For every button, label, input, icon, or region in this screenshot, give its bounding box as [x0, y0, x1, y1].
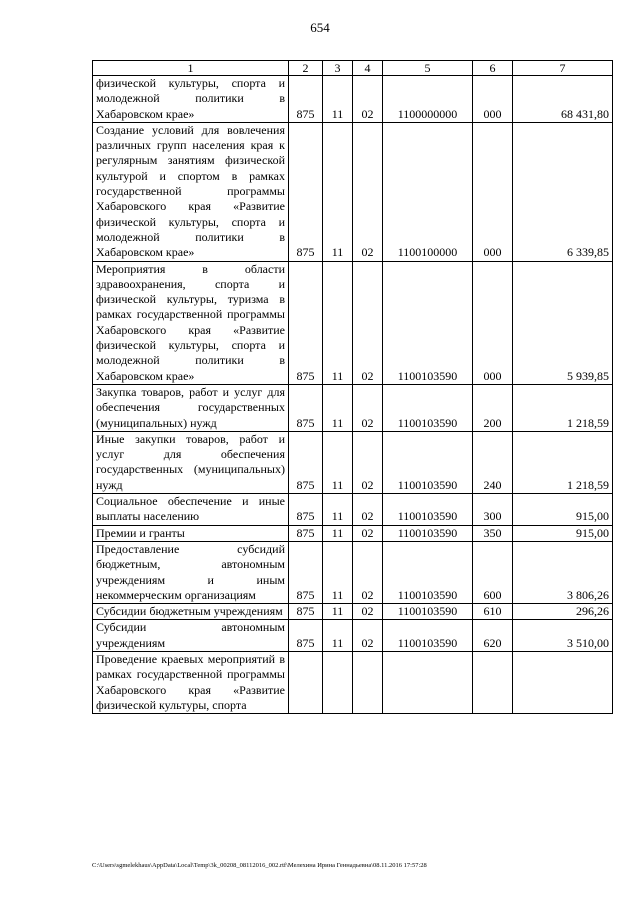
table-row: [93, 494, 613, 526]
row-code-5: 1100103590: [383, 261, 473, 384]
row-code-4: 02: [353, 431, 383, 493]
row-code-4: 02: [353, 525, 383, 541]
table-row: [93, 620, 613, 652]
table-row: [93, 122, 613, 261]
row-code-4: 02: [353, 604, 383, 620]
column-header-6: 6: [473, 61, 513, 76]
column-header-1: 1: [93, 61, 289, 76]
row-code-3: 11: [323, 494, 353, 526]
row-name: Мероприятия в области здравоохранения, спорта и физической культуры, туризма в рамках государственной программы Хабаровского края «Развитие физической культуры, спорта и молодежной политики в Хабаровском крае»: [93, 261, 289, 384]
row-code-5: 1100000000: [383, 76, 473, 123]
row-amount: 3 806,26: [513, 541, 613, 603]
row-code-6: 620: [473, 620, 513, 652]
row-code-3: 11: [323, 76, 353, 123]
file-path-footer: C:\Users\sgmelekhaus\AppData\Local\Temp\3k_00208_08112016_002.rtf\Мелехина Ирина Геннадьевна\08.11.2016 17:57:28: [92, 862, 427, 869]
column-header-3: 3: [323, 61, 353, 76]
row-name: Создание условий для вовлечения различных групп населения края к регулярным занятиям физической культурой и спортом в рамках государственной программы Хабаровского края «Развитие физической культуры, спорта и молодежной политики в Хабаровском крае»: [93, 122, 289, 261]
row-code-4: 02: [353, 261, 383, 384]
table-row: [93, 541, 613, 603]
row-code-5: 1100103590: [383, 494, 473, 526]
row-amount: 296,26: [513, 604, 613, 620]
row-code-2: 875: [289, 261, 323, 384]
row-code-6: 350: [473, 525, 513, 541]
row-code-4: 02: [353, 620, 383, 652]
table-row: [93, 431, 613, 493]
row-code-2: 875: [289, 122, 323, 261]
row-code-2: 875: [289, 76, 323, 123]
row-name: Субсидии бюджетным учреждениям: [93, 604, 289, 620]
row-code-5: 1100103590: [383, 384, 473, 431]
page-number: 654: [310, 20, 330, 35]
row-code-5: 1100103590: [383, 620, 473, 652]
table-row: [93, 76, 613, 123]
row-code-6: 610: [473, 604, 513, 620]
header-row: [93, 61, 613, 76]
row-code-4: [353, 651, 383, 713]
row-name: Социальное обеспечение и иные выплаты населению: [93, 494, 289, 526]
row-code-6: 000: [473, 122, 513, 261]
column-header-7: 7: [513, 61, 613, 76]
row-code-2: 875: [289, 431, 323, 493]
row-name: Проведение краевых мероприятий в рамках государственной программы Хабаровского края «Развитие физической культуры, спорта: [93, 651, 289, 713]
row-amount: 5 939,85: [513, 261, 613, 384]
row-code-3: 11: [323, 620, 353, 652]
row-code-6: 000: [473, 261, 513, 384]
row-name: физической культуры, спорта и молодежной политики в Хабаровском крае»: [93, 76, 289, 123]
row-code-3: 11: [323, 525, 353, 541]
row-code-4: 02: [353, 494, 383, 526]
row-amount: 1 218,59: [513, 431, 613, 493]
row-name: Предоставление субсидий бюджетным, автономным учреждениям и иным некоммерческим организациям: [93, 541, 289, 603]
table-row: [93, 261, 613, 384]
budget-table: [92, 60, 613, 714]
row-code-3: 11: [323, 541, 353, 603]
row-name: Иные закупки товаров, работ и услуг для обеспечения государственных (муниципальных) нужд: [93, 431, 289, 493]
row-code-3: 11: [323, 431, 353, 493]
row-code-2: 875: [289, 384, 323, 431]
row-amount: 3 510,00: [513, 620, 613, 652]
row-code-2: 875: [289, 604, 323, 620]
row-code-6: [473, 651, 513, 713]
row-code-2: 875: [289, 525, 323, 541]
row-code-2: 875: [289, 620, 323, 652]
row-code-6: 240: [473, 431, 513, 493]
row-name: Закупка товаров, работ и услуг для обеспечения государственных (муниципальных) нужд: [93, 384, 289, 431]
row-code-3: 11: [323, 122, 353, 261]
row-name: Премии и гранты: [93, 525, 289, 541]
row-amount: 6 339,85: [513, 122, 613, 261]
row-amount: 1 218,59: [513, 384, 613, 431]
row-code-4: 02: [353, 122, 383, 261]
row-amount: 68 431,80: [513, 76, 613, 123]
row-code-5: 1100103590: [383, 431, 473, 493]
row-code-5: [383, 651, 473, 713]
row-name: Субсидии автономным учреждениям: [93, 620, 289, 652]
row-code-4: 02: [353, 541, 383, 603]
column-header-4: 4: [353, 61, 383, 76]
row-amount: 915,00: [513, 525, 613, 541]
row-code-3: 11: [323, 261, 353, 384]
row-code-3: 11: [323, 604, 353, 620]
row-code-5: 1100100000: [383, 122, 473, 261]
row-amount: 915,00: [513, 494, 613, 526]
row-code-6: 600: [473, 541, 513, 603]
row-code-4: 02: [353, 384, 383, 431]
row-code-5: 1100103590: [383, 525, 473, 541]
row-code-5: 1100103590: [383, 541, 473, 603]
row-code-6: 000: [473, 76, 513, 123]
row-code-2: 875: [289, 541, 323, 603]
row-code-2: [289, 651, 323, 713]
row-code-3: 11: [323, 384, 353, 431]
table-row: [93, 604, 613, 620]
row-code-2: 875: [289, 494, 323, 526]
table-row: [93, 651, 613, 713]
column-header-5: 5: [383, 61, 473, 76]
row-code-6: 200: [473, 384, 513, 431]
table-row: [93, 384, 613, 431]
row-code-3: [323, 651, 353, 713]
row-amount: [513, 651, 613, 713]
table-row: [93, 525, 613, 541]
row-code-5: 1100103590: [383, 604, 473, 620]
row-code-4: 02: [353, 76, 383, 123]
column-header-2: 2: [289, 61, 323, 76]
row-code-6: 300: [473, 494, 513, 526]
